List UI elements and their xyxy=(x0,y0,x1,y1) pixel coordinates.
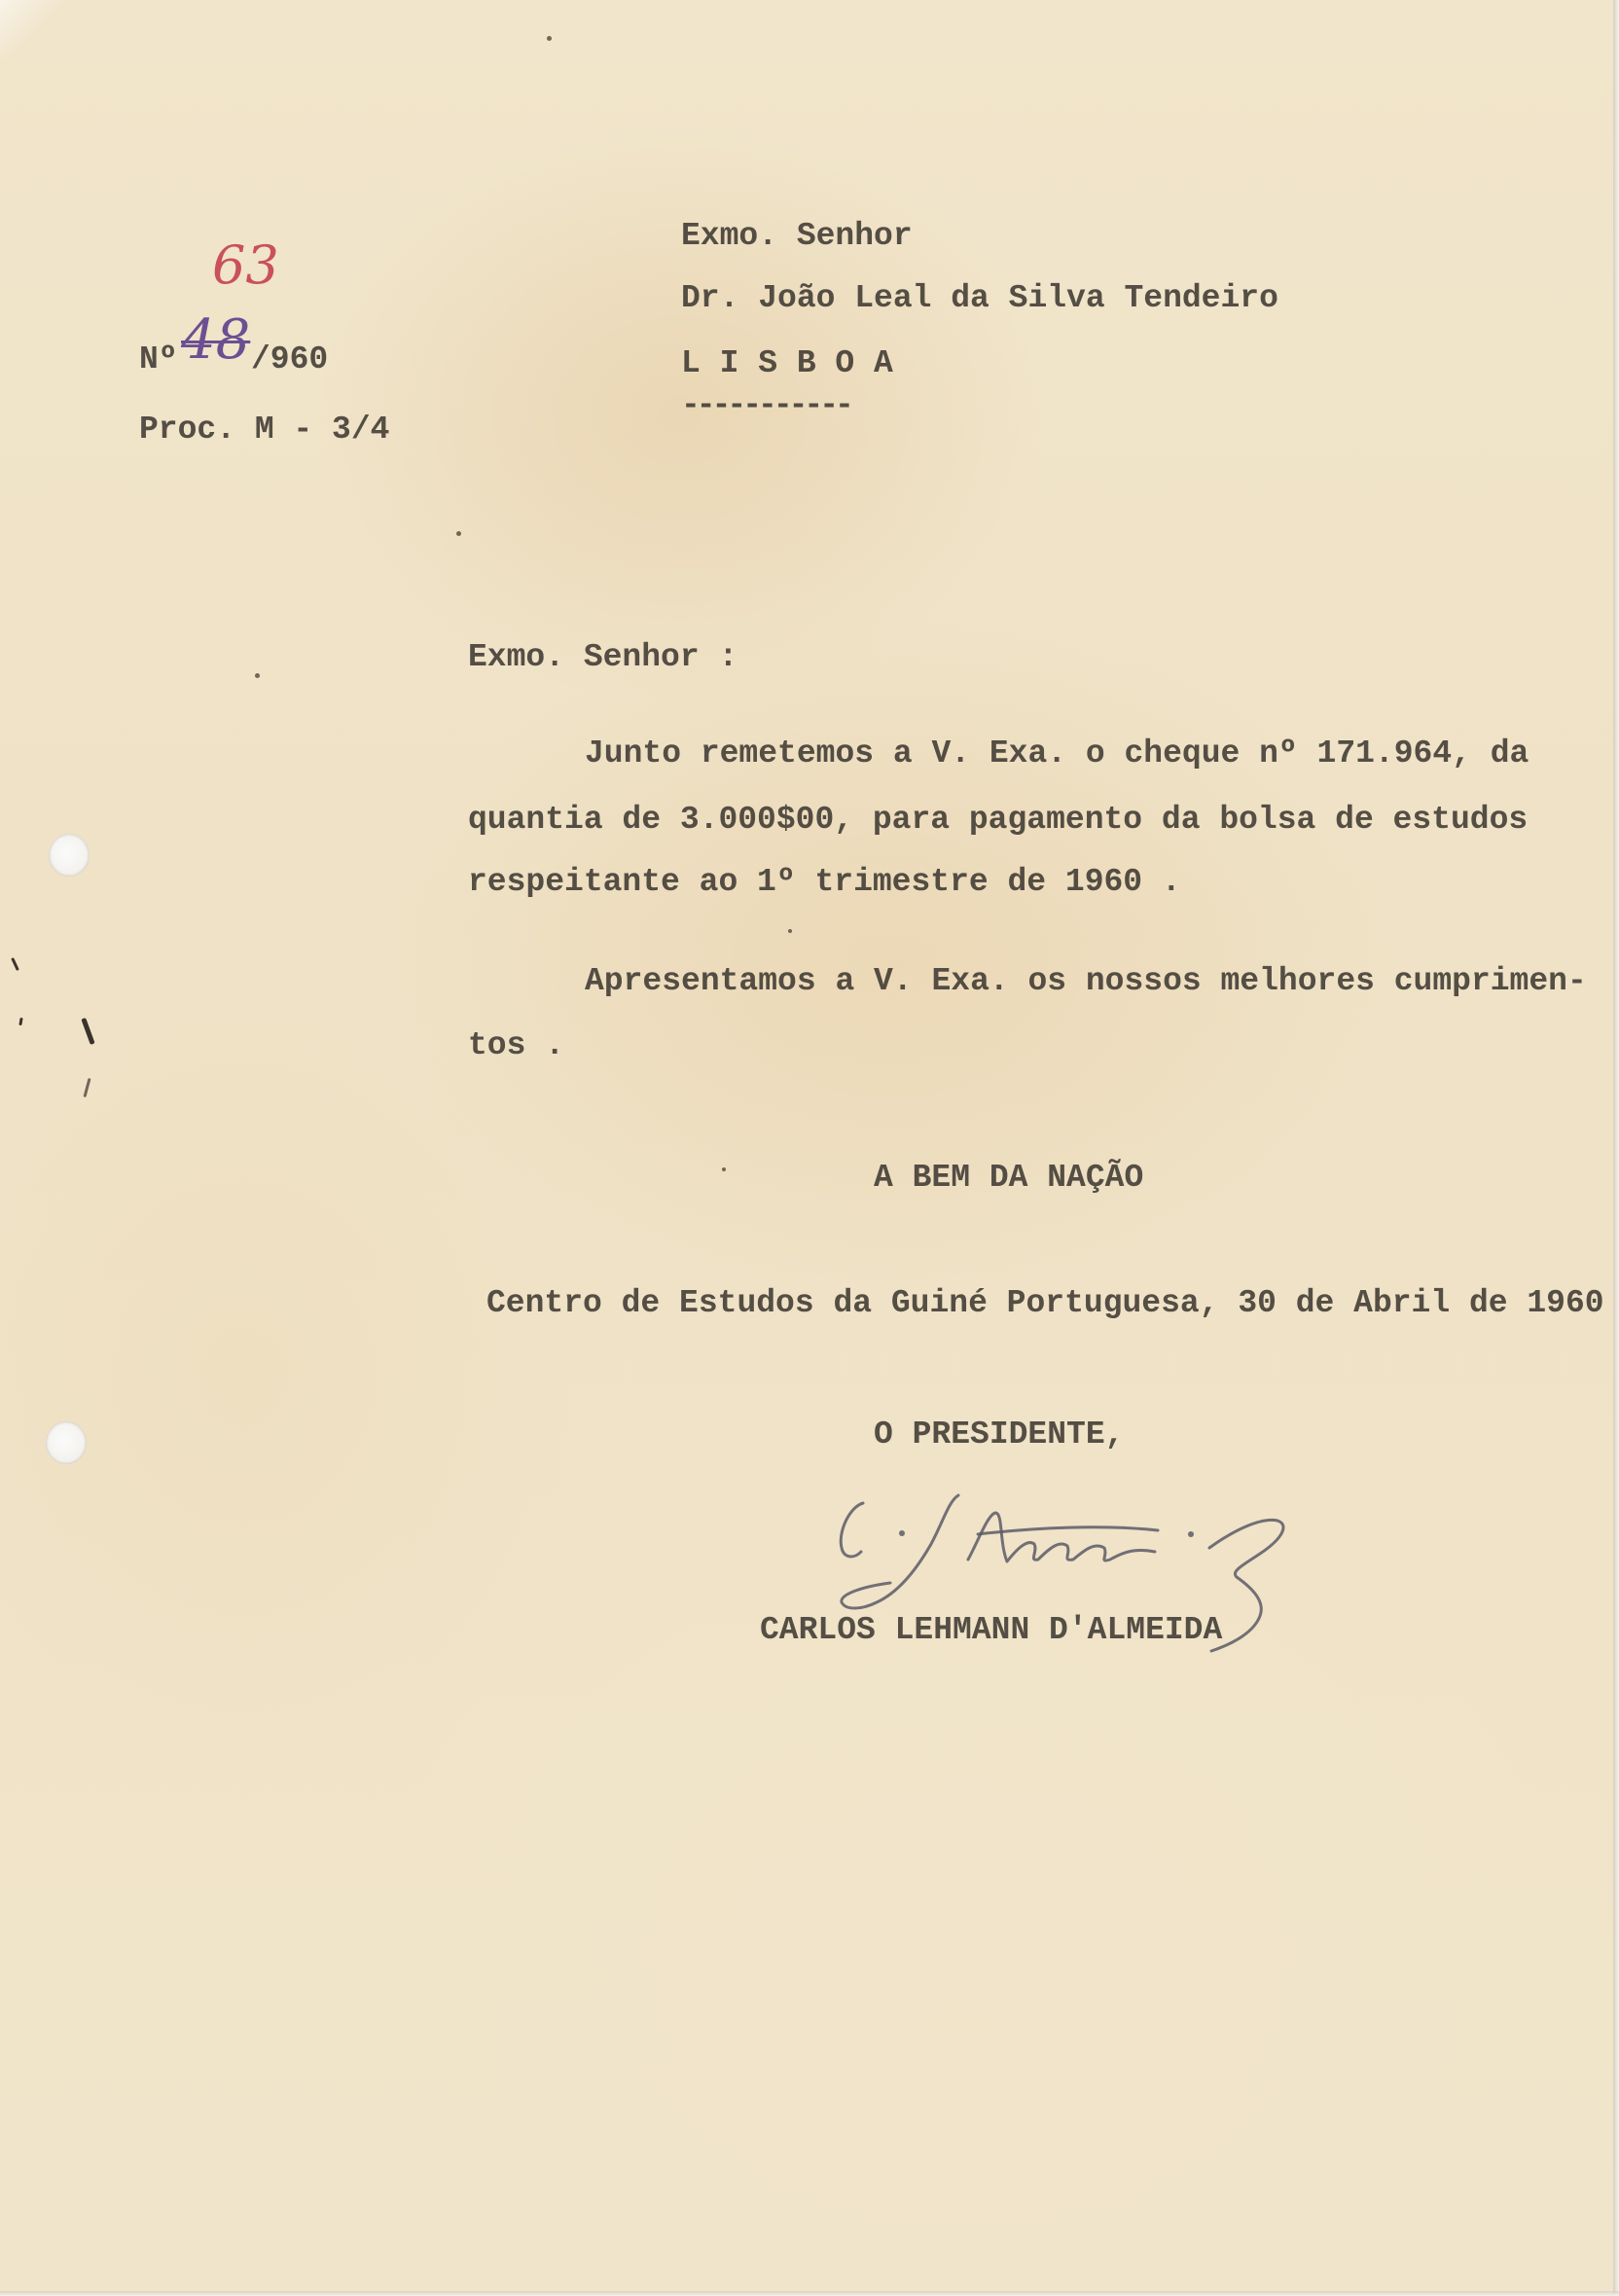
addressee-city: L I S B O A xyxy=(681,345,893,381)
ink-speck xyxy=(788,929,792,933)
process-reference: Proc. M - 3/4 xyxy=(139,412,390,448)
punch-hole xyxy=(49,834,90,877)
addressee-name: Dr. João Leal da Silva Tendeiro xyxy=(681,280,1278,316)
signatory-title: O PRESIDENTE, xyxy=(874,1417,1125,1453)
greeting: Exmo. Senhor : xyxy=(468,639,738,675)
folded-corner xyxy=(0,0,68,58)
edge-mark xyxy=(83,1078,90,1097)
closing-motto: A BEM DA NAÇÃO xyxy=(874,1160,1144,1196)
ink-speck xyxy=(255,673,260,678)
ink-speck xyxy=(547,36,552,41)
paragraph-line: quantia de 3.000$00, para pagamento da bolsa de estudos xyxy=(468,802,1529,838)
addressee-salutation: Exmo. Senhor xyxy=(681,218,913,254)
reference-number-handwritten: 48 xyxy=(181,308,251,372)
scan-edge-right xyxy=(1613,0,1619,2296)
edge-mark xyxy=(11,957,19,971)
punch-hole xyxy=(46,1421,87,1464)
edge-mark xyxy=(81,1018,94,1045)
signatory-name: CARLOS LEHMANN D'ALMEIDA xyxy=(760,1612,1223,1648)
scan-edge-bottom xyxy=(0,2291,1619,2296)
paragraph-line: Apresentamos a V. Exa. os nossos melhores cumprimen- xyxy=(585,963,1587,999)
city-underline: ----------- xyxy=(681,387,850,423)
paragraph-line: respeitante ao 1º trimestre de 1960 . xyxy=(468,864,1181,900)
ink-speck xyxy=(722,1167,726,1171)
ink-speck xyxy=(456,531,461,536)
paragraph-line: Junto remetemos a V. Exa. o cheque nº 171.964, da xyxy=(585,735,1529,771)
reference-number-year: /960 xyxy=(251,341,329,377)
place-and-date: Centro de Estudos da Guiné Portuguesa, 30 de Abril de 1960 xyxy=(486,1285,1604,1321)
edge-mark xyxy=(18,1018,22,1025)
reference-number-prefix: Nº xyxy=(139,341,178,377)
handwritten-file-number: 63 xyxy=(212,234,279,296)
paragraph-line: tos . xyxy=(468,1027,565,1063)
